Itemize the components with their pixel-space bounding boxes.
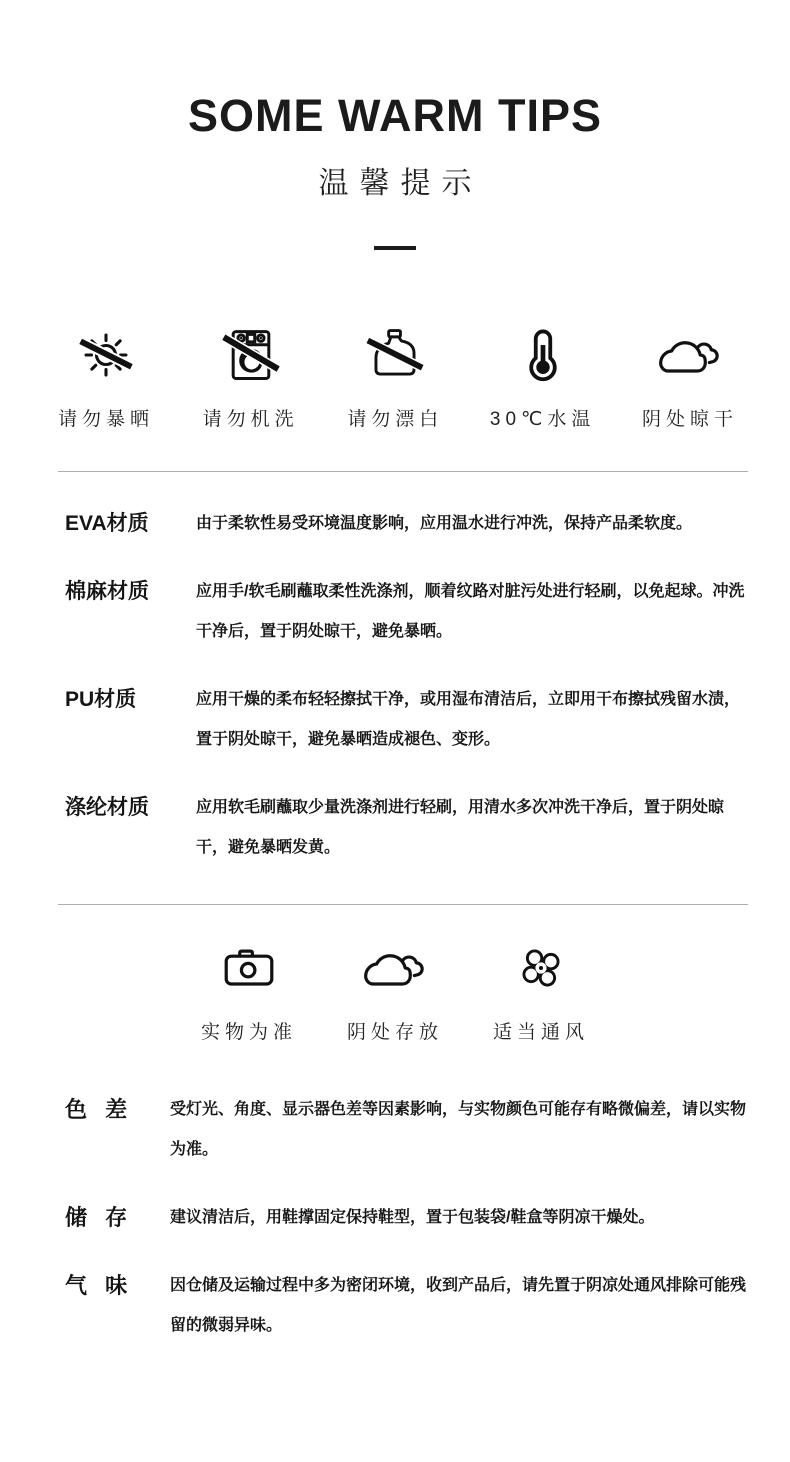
page-subtitle: 温馨提示 bbox=[318, 167, 483, 200]
cloud-icon bbox=[363, 935, 427, 1001]
storage-item-shade-storage bbox=[345, 935, 445, 1044]
material-row bbox=[0, 680, 790, 760]
material-description: 应用手/软毛刷蘸取柔性洗涤剂，顺着纹路对脏污处进行轻刷，以免起球。冲洗干净后，置于阴处晾干，避免暴晒。 bbox=[196, 583, 745, 640]
materials-section bbox=[0, 504, 790, 868]
page-title: SOME WARM TIPS bbox=[187, 90, 602, 141]
no-bleach-icon bbox=[365, 322, 425, 388]
camera-icon bbox=[222, 935, 276, 1001]
material-name: 棉麻材质 bbox=[65, 580, 149, 603]
note-row bbox=[0, 1266, 790, 1346]
material-description: 应用干燥的柔布轻轻擦拭干净，或用湿布清洁后，立即用干布擦拭残留水渍，置于阴处晾干，避免暴晒造成褪色、变形。 bbox=[196, 691, 741, 748]
cloud-dry-icon bbox=[658, 322, 722, 388]
care-item-no-bleach bbox=[345, 322, 445, 431]
thermometer-icon bbox=[514, 322, 572, 388]
note-name: 色 差 bbox=[65, 1097, 128, 1122]
note-name: 储 存 bbox=[65, 1205, 128, 1230]
care-label: 30℃水温 bbox=[489, 409, 596, 430]
storage-label: 实物为准 bbox=[200, 1022, 297, 1043]
note-description: 建议清洁后，用鞋撑固定保持鞋型，置于包装袋/鞋盒等阴凉干燥处。 bbox=[170, 1209, 655, 1226]
care-label: 请勿暴晒 bbox=[57, 409, 154, 430]
note-description: 受灯光、角度、显示器色差等因素影响，与实物颜色可能存有略微偏差，请以实物为准。 bbox=[170, 1101, 747, 1158]
storage-item-ventilation bbox=[491, 935, 591, 1044]
fan-icon bbox=[517, 935, 565, 1001]
storage-label: 适当通风 bbox=[492, 1022, 589, 1043]
material-row bbox=[0, 788, 790, 868]
material-description: 由于柔软性易受环境温度影响，应用温水进行冲洗，保持产品柔软度。 bbox=[196, 515, 693, 532]
material-row bbox=[0, 572, 790, 652]
care-icon-row bbox=[0, 322, 790, 431]
material-row bbox=[0, 504, 790, 544]
storage-item-actual-product bbox=[199, 935, 299, 1044]
section-divider bbox=[58, 904, 748, 905]
note-description: 因仓储及运输过程中多为密闭环境，收到产品后，请先置于阴凉处通风排除可能残留的微弱异味。 bbox=[170, 1277, 747, 1334]
care-label: 阴处晾干 bbox=[641, 409, 738, 430]
warm-tips-page bbox=[0, 90, 790, 1376]
notes-section bbox=[0, 1090, 790, 1346]
note-row bbox=[0, 1198, 790, 1238]
material-description: 应用软毛刷蘸取少量洗涤剂进行轻刷，用清水多次冲洗干净后，置于阴处晾干，避免暴晒发黄。 bbox=[196, 799, 725, 856]
note-name: 气 味 bbox=[65, 1273, 128, 1298]
title-dash bbox=[374, 246, 416, 250]
care-item-no-machine-wash bbox=[201, 322, 301, 431]
material-name: EVA材质 bbox=[65, 512, 149, 535]
storage-icon-row bbox=[0, 935, 790, 1044]
no-machine-wash-icon bbox=[220, 322, 282, 388]
no-sun-icon bbox=[76, 322, 136, 388]
care-label: 请勿机洗 bbox=[202, 409, 299, 430]
care-item-water-temp bbox=[490, 322, 595, 431]
material-name: 涤纶材质 bbox=[65, 796, 149, 819]
care-item-shade-dry bbox=[640, 322, 740, 431]
note-row bbox=[0, 1090, 790, 1170]
section-divider bbox=[58, 471, 748, 472]
storage-label: 阴处存放 bbox=[346, 1022, 443, 1043]
care-label: 请勿漂白 bbox=[347, 409, 444, 430]
material-name: PU材质 bbox=[65, 688, 137, 711]
care-item-no-sun bbox=[56, 322, 156, 431]
